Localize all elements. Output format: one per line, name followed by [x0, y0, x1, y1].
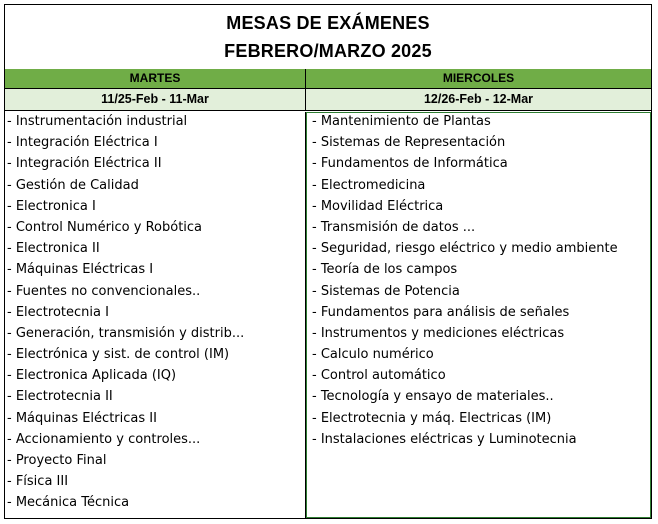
- subject-item[interactable]: - Máquinas Eléctricas I: [7, 262, 154, 278]
- subject-item[interactable]: - Instalaciones eléctricas y Luminotecnia: [312, 431, 577, 447]
- subject-item[interactable]: - Fuentes no convencionales..: [7, 283, 201, 299]
- subject-item[interactable]: - Calculo numérico: [312, 347, 434, 363]
- tuesday-dates[interactable]: 11/25-Feb - 11-Mar: [5, 89, 306, 111]
- subject-item[interactable]: - Electrónica y sist. de control (IM): [7, 347, 230, 363]
- wednesday-header[interactable]: MIERCOLES: [306, 69, 651, 89]
- subject-item[interactable]: - Fundamentos de Informática: [312, 156, 508, 172]
- subject-item[interactable]: - Electronica Aplicada (IQ): [7, 368, 177, 384]
- subject-item[interactable]: - Instrumentación industrial: [7, 114, 188, 129]
- column-divider: [305, 112, 306, 518]
- subject-item[interactable]: - Teoría de los campos: [312, 262, 458, 278]
- subject-item[interactable]: - Generación, transmisión y distrib...: [7, 325, 245, 341]
- subject-item[interactable]: - Física III: [7, 474, 69, 490]
- title-block: [5, 5, 651, 70]
- subject-item[interactable]: - Gestión de Calidad: [7, 177, 139, 193]
- subject-item[interactable]: - Mecánica Técnica: [7, 495, 130, 511]
- subject-item[interactable]: - Control Numérico y Robótica: [7, 219, 203, 235]
- wednesday-column: [306, 69, 651, 450]
- tuesday-column: [5, 69, 306, 514]
- subject-item[interactable]: - Seguridad, riesgo eléctrico y medio ambiente: [312, 241, 618, 257]
- subject-item[interactable]: - Control automático: [312, 368, 446, 384]
- exam-schedule-sheet: [4, 4, 652, 519]
- page-subtitle: FEBRERO/MARZO 2025: [224, 41, 432, 61]
- subject-item[interactable]: - Integración Eléctrica I: [7, 135, 158, 151]
- subject-item[interactable]: - Electrotecnia II: [7, 389, 113, 405]
- page-title: MESAS DE EXÁMENES: [226, 13, 430, 33]
- wednesday-subject-list: [306, 111, 651, 450]
- subject-item[interactable]: - Electronica I: [7, 198, 96, 214]
- subject-item[interactable]: - Sistemas de Potencia: [312, 283, 460, 299]
- subject-item[interactable]: - Fundamentos para análisis de señales: [312, 304, 570, 320]
- subject-item[interactable]: - Movilidad Eléctrica: [312, 198, 444, 214]
- subject-item[interactable]: - Sistemas de Representación: [312, 135, 506, 151]
- subject-item[interactable]: - Electrotecnia y máq. Electricas (IM): [312, 410, 552, 426]
- subject-item[interactable]: - Integración Eléctrica II: [7, 156, 162, 172]
- subject-item[interactable]: - Accionamiento y controles...: [7, 431, 201, 447]
- subject-item[interactable]: - Máquinas Eléctricas II: [7, 410, 157, 426]
- subject-item[interactable]: - Electronica II: [7, 241, 100, 257]
- subject-item[interactable]: - Instrumentos y mediciones eléctricas: [312, 325, 565, 341]
- subject-item[interactable]: - Electromedicina: [312, 177, 426, 193]
- tuesday-subject-list: [5, 111, 306, 514]
- tuesday-header[interactable]: MARTES: [5, 69, 306, 89]
- subject-item[interactable]: - Transmisión de datos ...: [312, 219, 476, 235]
- subject-item[interactable]: - Proyecto Final: [7, 453, 107, 468]
- subject-item[interactable]: - Tecnología y ensayo de materiales..: [312, 389, 554, 405]
- wednesday-dates[interactable]: 12/26-Feb - 12-Mar: [306, 89, 651, 111]
- subject-item[interactable]: - Electrotecnia I: [7, 304, 109, 320]
- subject-item[interactable]: - Mantenimiento de Plantas: [312, 114, 491, 129]
